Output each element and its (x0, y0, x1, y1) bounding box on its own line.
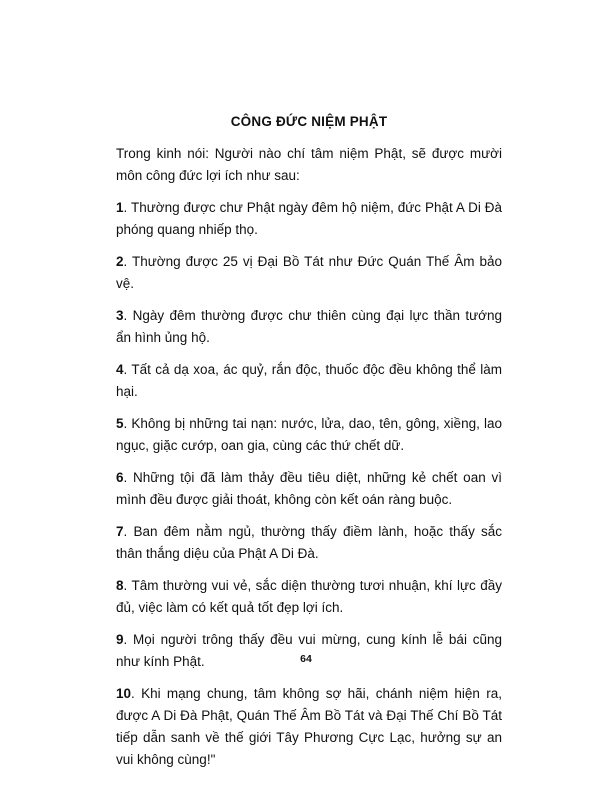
item-text: . Tâm thường vui vẻ, sắc diện thường tươi nhuận, khí lực đầy đủ, việc làm có kết quả tốt đẹp lợi ích. (116, 578, 502, 615)
item-text: . Thường được chư Phật ngày đêm hộ niệm, đức Phật A Di Đà phóng quang nhiếp thọ. (116, 200, 502, 237)
list-item-7 (116, 521, 502, 565)
item-number: 8 (116, 578, 124, 593)
list-item-6 (116, 467, 502, 511)
item-number: 3 (116, 308, 124, 323)
item-text: . Ban đêm nằm ngủ, thường thấy điềm lành, hoặc thấy sắc thân thắng diệu của Phật A Di Đà. (116, 524, 502, 561)
list-item-8 (116, 575, 502, 619)
item-number: 7 (116, 524, 124, 539)
item-number: 2 (116, 254, 124, 269)
page-number: 64 (300, 653, 312, 665)
list-item-2 (116, 251, 502, 295)
intro-paragraph: Trong kinh nói: Người nào chí tâm niệm Phật, sẽ được mười môn công đức lợi ích như sau: (116, 146, 502, 183)
item-text: . Ngày đêm thường được chư thiên cùng đại lực thần tướng ẩn hình ủng hộ. (116, 308, 502, 345)
item-text: . Những tội đã làm thảy đều tiêu diệt, những kẻ chết oan vì mình đều được giải thoát, không còn kết oán ràng buộc. (116, 470, 502, 507)
document-body (116, 114, 502, 781)
list-item-3 (116, 305, 502, 349)
item-text: . Không bị những tai nạn: nước, lửa, dao, tên, gông, xiềng, lao ngục, giặc cướp, oan gia, cùng các thứ chết dữ. (116, 416, 502, 453)
list-item-9 (116, 629, 502, 673)
item-number: 10 (116, 686, 132, 701)
item-number: 9 (116, 632, 124, 647)
list-item-10 (116, 683, 502, 771)
item-number: 1 (116, 200, 124, 215)
list-item-4 (116, 359, 502, 403)
list-item-5 (116, 413, 502, 457)
item-number: 5 (116, 416, 124, 431)
page-title: CÔNG ĐỨC NIỆM PHẬT (230, 114, 388, 129)
item-text: . Khi mạng chung, tâm không sợ hãi, chánh niệm hiện ra, được A Di Đà Phật, Quán Thế Âm Bồ Tát và Đại Thế Chí Bồ Tát tiếp dẫn sanh về thế giới Tây Phương Cực Lạc, hưởng sự an vui không cùng!" (116, 686, 502, 767)
item-text: . Mọi người trông thấy đều vui mừng, cung kính lễ bái cũng như kính Phật. (116, 632, 502, 669)
list-item-1 (116, 197, 502, 241)
item-text: . Thường được 25 vị Đại Bồ Tát như Đức Quán Thế Âm bảo vệ. (116, 254, 502, 291)
item-number: 4 (116, 362, 124, 377)
item-number: 6 (116, 470, 124, 485)
item-text: . Tất cả dạ xoa, ác quỷ, rắn độc, thuốc độc đều không thể làm hại. (116, 362, 502, 399)
